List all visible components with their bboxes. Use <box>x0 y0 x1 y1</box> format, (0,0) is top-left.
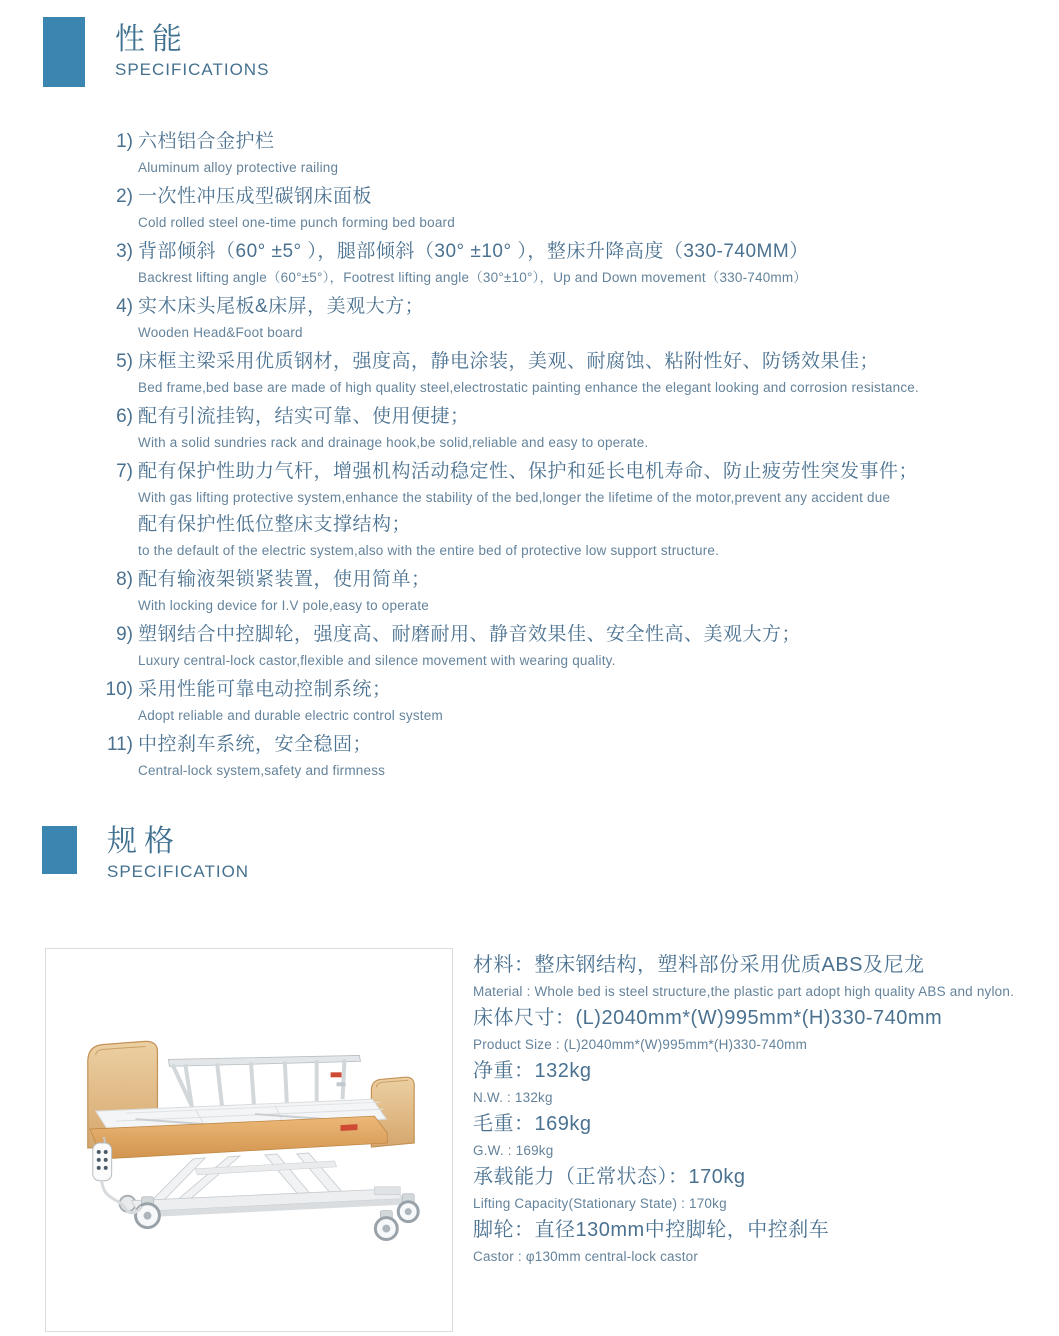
spec-en: Product Size : (L)2040mm*(W)995mm*(H)330-740mm <box>473 1037 808 1052</box>
item-number: 6) <box>116 406 133 427</box>
spec-cn: 毛重：169kg <box>473 1113 592 1135</box>
performance-section-header <box>43 17 269 87</box>
item-text-cn: 背部倾斜（60° ±5° ），腿部倾斜（30° ±10° ），整床升降高度（330-740MM） <box>138 241 809 262</box>
spec-row-gross-weight <box>473 1109 1049 1162</box>
spec-en: Material : Whole bed is steel structure,the plastic part adopt high quality ABS and nylon. <box>473 984 1015 999</box>
list-item-2 <box>100 183 1030 236</box>
item-number: 11) <box>106 734 133 755</box>
item-text-cn: 采用性能可靠电动控制系统； <box>138 679 392 700</box>
list-item-10 <box>100 676 1030 729</box>
item-number: 10) <box>105 679 133 700</box>
performance-heading-cn: 性能 <box>115 23 189 56</box>
list-item-6 <box>100 403 1030 456</box>
spec-en: Castor : φ130mm central-lock castor <box>473 1249 699 1264</box>
spec-cn: 床体尺寸：(L)2040mm*(W)995mm*(H)330-740mm <box>473 1007 943 1029</box>
specification-section-header <box>42 826 249 882</box>
list-item-4 <box>100 293 1030 346</box>
spec-en: N.W. : 132kg <box>473 1090 553 1105</box>
spec-cn: 材料：整床钢结构，塑料部份采用优质ABS及尼龙 <box>473 954 925 976</box>
item-text-en: Cold rolled steel one-time punch forming bed board <box>138 215 455 230</box>
item-text-cn: 中控刹车系统，安全稳固； <box>138 734 373 755</box>
spec-row-material <box>473 950 1049 1003</box>
item-text-cn: 配有引流挂钩，结实可靠、使用便捷； <box>138 406 470 427</box>
item-text-en: Adopt reliable and durable electric control system <box>138 708 443 723</box>
blue-square-marker <box>42 826 77 874</box>
item-text-en-2: to the default of the electric system,also with the entire bed of protective low support structure. <box>138 543 720 558</box>
item-text-cn: 一次性冲压成型碳钢床面板 <box>138 186 373 207</box>
item-text-en: Bed frame,bed base are made of high quality steel,electrostatic painting enhance the elegant looking and corrosion resistance. <box>138 380 919 395</box>
item-text-cn: 床框主梁采用优质钢材，强度高，静电涂装，美观、耐腐蚀、粘附性好、防锈效果佳； <box>138 351 880 372</box>
item-text-cn: 实木床头尾板&床屏，美观大方； <box>138 296 425 317</box>
list-item-5 <box>100 348 1030 401</box>
item-number: 4) <box>116 296 133 317</box>
item-text-en: Wooden Head&Foot board <box>138 325 303 340</box>
spec-en: Lifting Capacity(Stationary State) : 170kg <box>473 1196 727 1211</box>
spec-en: G.W. : 169kg <box>473 1143 554 1158</box>
item-text-en: Luxury central-lock castor,flexible and silence movement with wearing quality. <box>138 653 616 668</box>
item-number: 2) <box>116 186 133 207</box>
item-text-en: Aluminum alloy protective railing <box>138 160 339 175</box>
list-item-11 <box>100 731 1030 784</box>
hospital-bed-illustration <box>46 949 452 1331</box>
list-item-7 <box>100 458 1030 564</box>
item-text-cn: 配有输液架锁紧装置，使用简单； <box>138 569 431 590</box>
spec-cn: 承载能力（正常状态）：170kg <box>473 1166 746 1188</box>
spec-row-net-weight <box>473 1056 1049 1109</box>
list-item-8 <box>100 566 1030 619</box>
item-number: 9) <box>116 624 133 645</box>
specification-list <box>473 950 1049 1268</box>
item-number: 3) <box>116 241 133 262</box>
item-text-cn: 配有保护性助力气杆，增强机构活动稳定性、保护和延长电机寿命、防止疲劳性突发事件； <box>138 461 919 482</box>
specification-heading-cn: 规格 <box>107 825 181 858</box>
list-item-9 <box>100 621 1030 674</box>
item-text-en: Backrest lifting angle（60°±5°），Footrest lifting angle（30°±10°），Up and Down movement（330-740mm） <box>138 270 808 285</box>
item-text-cn-2: 配有保护性低位整床支撑结构； <box>138 514 412 535</box>
performance-list <box>100 128 1030 786</box>
blue-square-marker <box>43 17 85 87</box>
item-text-en: Central-lock system,safety and firmness <box>138 763 386 778</box>
performance-heading-text <box>115 17 269 87</box>
item-text-en: With gas lifting protective system,enhance the stability of the bed,longer the lifetime of the motor,prevent any accident due <box>138 490 891 505</box>
spec-row-capacity <box>473 1162 1049 1215</box>
item-text-cn: 六档铝合金护栏 <box>138 131 275 152</box>
spec-row-size <box>473 1003 1049 1056</box>
item-text-cn: 塑钢结合中控脚轮，强度高、耐磨耐用、静音效果佳、安全性高、美观大方； <box>138 624 802 645</box>
performance-heading-en: SPECIFICATIONS <box>115 60 270 79</box>
item-number: 8) <box>116 569 133 590</box>
item-text-en: With a solid sundries rack and drainage hook,be solid,reliable and easy to operate. <box>138 435 649 450</box>
product-image <box>45 948 453 1332</box>
list-item-3 <box>100 238 1030 291</box>
item-text-en: With locking device for I.V pole,easy to operate <box>138 598 429 613</box>
item-number: 7) <box>116 461 133 482</box>
item-number: 5) <box>116 351 133 372</box>
spec-cn: 脚轮：直径130mm中控脚轮，中控刹车 <box>473 1219 830 1241</box>
spec-cn: 净重：132kg <box>473 1060 592 1082</box>
specification-heading-en: SPECIFICATION <box>107 862 250 881</box>
item-number: 1) <box>116 131 133 152</box>
list-item-1 <box>100 128 1030 181</box>
spec-row-castor <box>473 1215 1049 1268</box>
specification-heading-text <box>107 826 249 882</box>
